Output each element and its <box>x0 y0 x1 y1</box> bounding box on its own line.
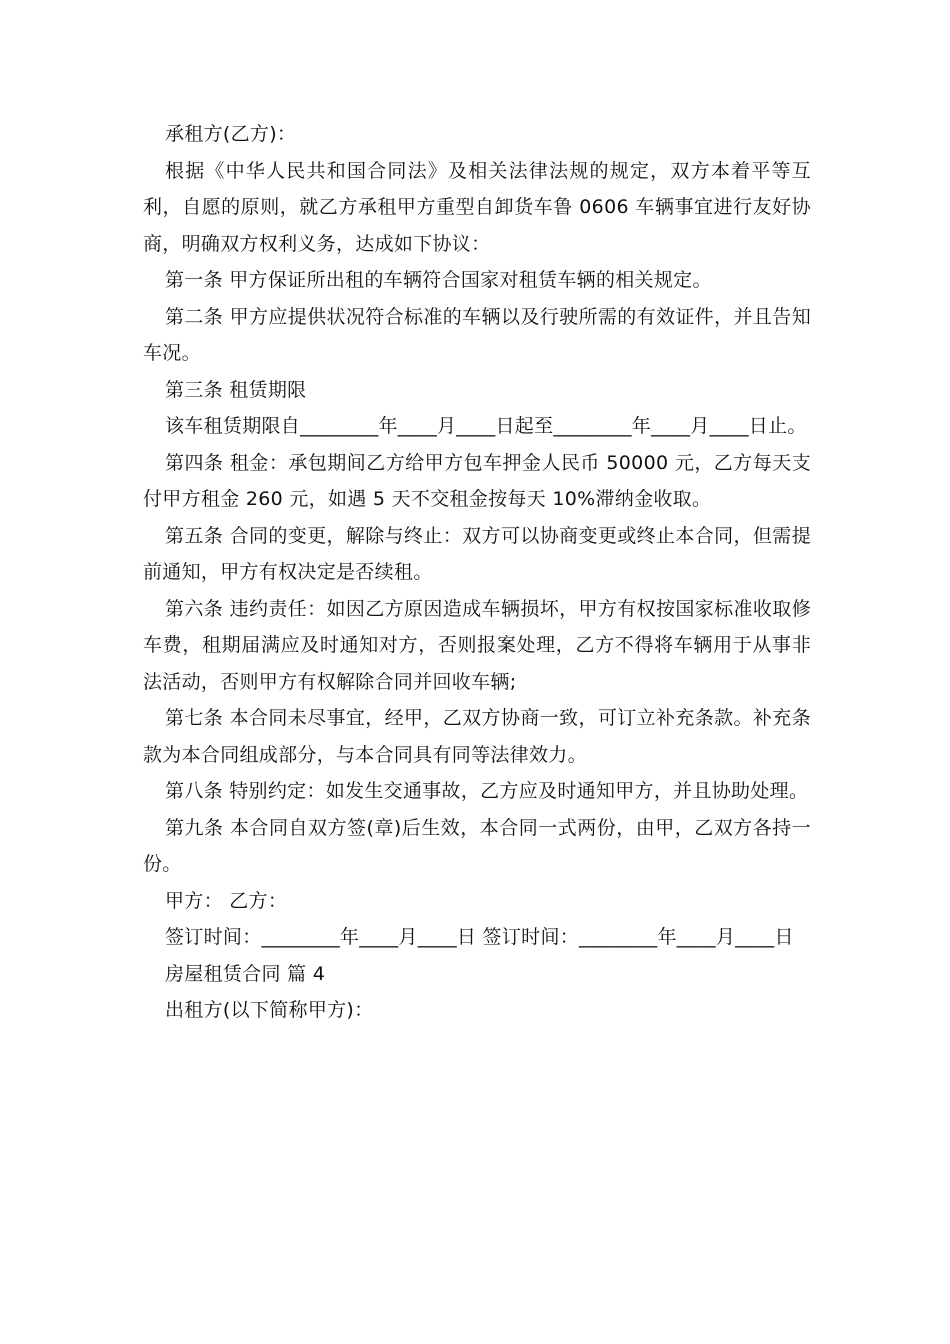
article-6: 第六条 违约责任：如因乙方原因造成车辆损坏，甲方有权按国家标准收取修车费，租期届满应及时通知对方，否则报案处理，乙方不得将车辆用于从事非法活动，否则甲方有权解除合同并回收车辆; <box>143 597 811 693</box>
article-2: 第二条 甲方应提供状况符合标准的车辆以及行驶所需的有效证件，并且告知车况。 <box>143 305 811 364</box>
parties-signature-line: 甲方： 乙方： <box>165 889 288 912</box>
preamble-paragraph: 根据《中华人民共和国合同法》及相关法律法规的规定，双方本着平等互利，自愿的原则，就乙方承租甲方重型自卸货车鲁 0606 车辆事宜进行友好协商，明确双方权利义务，达成如下协议： <box>143 159 811 255</box>
signing-date-line: 签订时间：________年____月____日 签订时间：________年____月____日 <box>165 926 794 948</box>
document-body <box>143 116 811 1029</box>
article-5: 第五条 合同的变更，解除与终止：双方可以协商变更或终止本合同，但需提前通知，甲方有权决定是否续租。 <box>143 524 811 583</box>
article-7: 第七条 本合同未尽事宜，经甲，乙双方协商一致，可订立补充条款。补充条款为本合同组成部分，与本合同具有同等法律效力。 <box>143 707 811 766</box>
section-title: 房屋租赁合同 篇 4 <box>165 962 326 985</box>
lessee-label: 承租方(乙方)： <box>165 123 297 145</box>
article-3-heading: 第三条 租赁期限 <box>165 378 307 401</box>
lease-term-paragraph: 该车租赁期限自________年____月____日起至________年____月____日止。 <box>165 415 807 437</box>
article-8: 第八条 特别约定：如发生交通事故，乙方应及时通知甲方，并且协助处理。 <box>165 780 809 802</box>
article-1: 第一条 甲方保证所出租的车辆符合国家对租赁车辆的相关规定。 <box>165 269 712 291</box>
lessor-label: 出租方(以下简称甲方)： <box>165 999 374 1021</box>
article-4: 第四条 租金：承包期间乙方给甲方包车押金人民币 50000 元，乙方每天支付甲方租金 260 元，如遇 5 天不交租金按每天 10%滞纳金收取。 <box>143 451 811 510</box>
article-9: 第九条 本合同自双方签(章)后生效，本合同一式两份，由甲，乙双方各持一份。 <box>143 816 811 875</box>
